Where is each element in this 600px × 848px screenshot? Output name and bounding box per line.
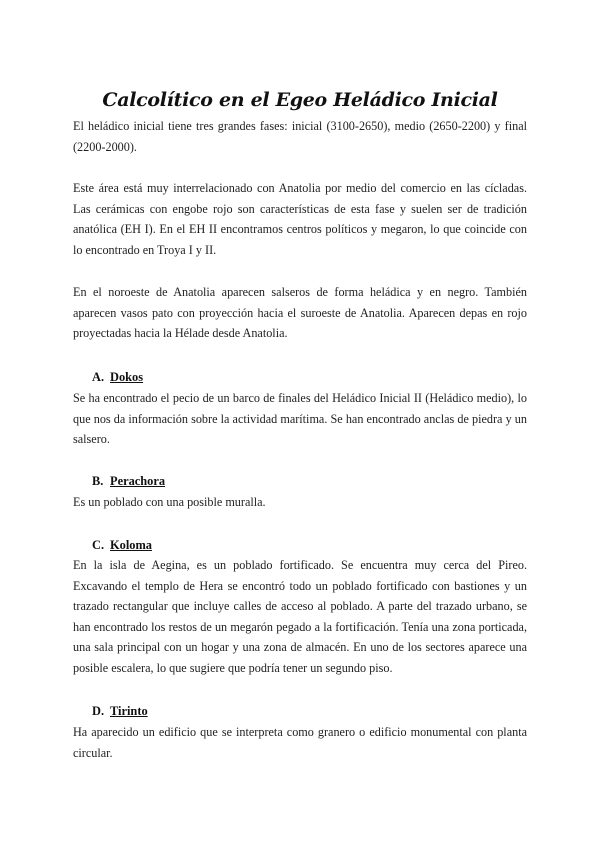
section-name: Koloma <box>110 538 152 552</box>
section-heading-dokos <box>92 370 492 385</box>
section-text-perachora: Es un poblado con una posible muralla. <box>73 495 266 509</box>
section-text-tirinto: Ha aparecido un edificio que se interpreta como granero o edificio monumental con planta circular. <box>73 725 527 760</box>
section-name: Perachora <box>110 474 166 488</box>
section-heading-perachora <box>92 474 492 489</box>
intro-paragraph: El heládico inicial tiene tres grandes fases: inicial (3100-2650), medio (2650-2200) y final (2200-2000). <box>73 119 527 154</box>
section-letter: A. <box>92 370 105 384</box>
section-text-dokos: Se ha encontrado el pecio de un barco de finales del Heládico Inicial II (Heládico medio), lo que nos da información sobre la actividad marítima. Se han encontrado anclas de piedra y un salsero. <box>73 391 527 446</box>
section-letter: B. <box>92 474 104 488</box>
section-name: Dokos <box>110 370 144 384</box>
document-title: Calcolítico en el Egeo Heládico Inicial <box>102 88 498 111</box>
section-heading-tirinto <box>92 704 492 719</box>
noroeste-paragraph: En el noroeste de Anatolia aparecen salseros de forma heládica y en negro. También aparecen vasos pato con proyección hacia el suroeste de Anatolia. Aparecen depas en rojo proyectadas hacia la Hélade desde Anatolia. <box>73 285 527 340</box>
section-name: Tirinto <box>110 704 148 718</box>
section-letter: C. <box>92 538 105 552</box>
section-letter: D. <box>92 704 105 718</box>
section-heading-koloma <box>92 538 492 553</box>
section-text-koloma: En la isla de Aegina, es un poblado fortificado. Se encuentra muy cerca del Pireo. Excavando el templo de Hera se encontró todo un poblado fortificado con bastiones y un trazado rectangular que incluye calles de acceso al poblado. A parte del trazado urbano, se han encontrado los restos de un megarón pegado a la fortificación. Tenía una zona porticada, una sala principal con un hogar y una zona de almacén. En uno de los sectores aparece una posible escalera, lo que sugiere que podría tener un segundo piso. <box>73 558 527 675</box>
anatolia-trade-paragraph: Este área está muy interrelacionado con Anatolia por medio del comercio en las cícladas. Las cerámicas con engobe rojo son características de esta fase y suelen ser de tradición anatólica (EH I). En el EH II encontramos centros políticos y megaron, lo que coincide con lo encontrado en Troya I y II. <box>73 181 527 257</box>
